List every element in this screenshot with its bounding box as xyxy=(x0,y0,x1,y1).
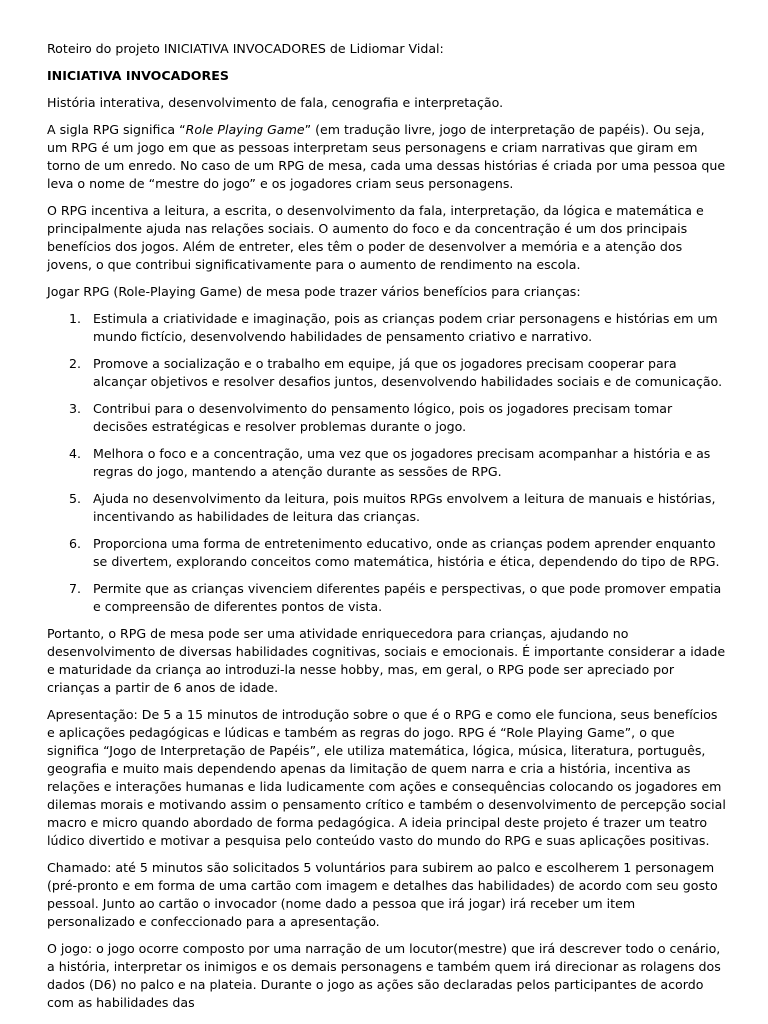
paragraph-rpg-definition xyxy=(47,121,727,193)
list-text: Melhora o foco e a concentração, uma vez que os jogadores precisam acompanhar a história e as regras do jogo, mantendo a atenção durante as sessões de RPG. xyxy=(93,446,711,479)
list-item xyxy=(47,400,727,436)
rpg-definition-emphasis: Role Playing Game xyxy=(185,122,305,137)
list-item xyxy=(47,490,727,526)
list-text: Contribui para o desenvolvimento do pensamento lógico, pois os jogadores precisam tomar decisões estratégicas e resolver problemas durante o jogo. xyxy=(93,401,673,434)
list-text: Proporciona uma forma de entretenimento educativo, onde as crianças podem aprender enquanto se divertem, explorando conceitos como matemática, história e ética, dependendo do tipo de RPG. xyxy=(93,536,720,569)
list-number: 7. xyxy=(69,581,82,596)
document-title: INICIATIVA INVOCADORES xyxy=(47,68,229,83)
header-line: Roteiro do projeto INICIATIVA INVOCADORES de Lidiomar Vidal: xyxy=(47,41,444,56)
list-text: Permite que as crianças vivenciem diferentes papéis e perspectivas, o que pode promover empatia e compreensão de diferentes pontos de vista. xyxy=(93,581,722,614)
document-body xyxy=(47,40,727,1021)
rpg-definition-post: ” (em tradução livre, jogo de interpretação de papéis). Ou seja, um RPG é um jogo em que as pessoas interpretam seus personagens e criam narrativas que giram em torno de um enredo. No caso de um RPG de mesa, cada uma dessas histórias é criada por uma pessoa que leva o nome de “mestre do jogo” e os jogadores criam seus personagens. xyxy=(47,122,726,191)
list-number: 6. xyxy=(69,536,82,551)
list-text: Ajuda no desenvolvimento da leitura, pois muitos RPGs envolvem a leitura de manuais e histórias, incentivando as habilidades de leitura das crianças. xyxy=(93,491,716,524)
list-item xyxy=(47,580,727,616)
list-number: 1. xyxy=(69,311,82,326)
rpg-definition-pre: A sigla RPG significa “ xyxy=(47,122,186,137)
list-number: 5. xyxy=(69,491,82,506)
list-number: 2. xyxy=(69,356,82,371)
list-text: Promove a socialização e o trabalho em equipe, já que os jogadores precisam cooperar para alcançar objetivos e resolver desafios juntos, desenvolvendo habilidades sociais e de comunicação. xyxy=(93,356,723,389)
list-number: 4. xyxy=(69,446,82,461)
list-item xyxy=(47,310,727,346)
paragraph-game: O jogo: o jogo ocorre composto por uma narração de um locutor(mestre) que irá descrever todo o cenário, a história, interpretar os inimigos e os demais personagens e também quem irá direcionar as rolagens dos dados (D6) no palco e na plateia. Durante o jogo as ações são declaradas pelos participantes de acordo com as habilidades das xyxy=(47,941,721,1010)
paragraph-conclusion: Portanto, o RPG de mesa pode ser uma atividade enriquecedora para crianças, ajudando no desenvolvimento de diversas habilidades cognitivas, sociais e emocionais. É importante considerar a idade e maturidade da criança ao introduzi-la nesse hobby, mas, em geral, o RPG pode ser apreciado por crianças a partir de 6 anos de idade. xyxy=(47,626,726,695)
list-text: Estimula a criatividade e imaginação, pois as crianças podem criar personagens e histórias em um mundo fictício, desenvolvendo habilidades de pensamento criativo e narrativo. xyxy=(93,311,718,344)
paragraph-rpg-incentives: O RPG incentiva a leitura, a escrita, o desenvolvimento da fala, interpretação, da lógica e matemática e principalmente ajuda nas relações sociais. O aumento do foco e da concentração é um dos principais benefícios dos jogos. Além de entreter, eles têm o poder de desenvolver a memória e a atenção dos jovens, o que contribui significativamente para o aumento de rendimento na escola. xyxy=(47,203,704,272)
paragraph-benefits-intro: Jogar RPG (Role-Playing Game) de mesa pode trazer vários benefícios para crianças: xyxy=(47,284,581,299)
list-item xyxy=(47,445,727,481)
document-subtitle: História interativa, desenvolvimento de fala, cenografia e interpretação. xyxy=(47,95,504,110)
list-item xyxy=(47,355,727,391)
paragraph-presentation: Apresentação: De 5 a 15 minutos de introdução sobre o que é o RPG e como ele funciona, seus benefícios e aplicações pedagógicas e lúdicas e também as regras do jogo. RPG é “Role Playing Game”, o que significa “Jogo de Interpretação de Papéis”, ele utiliza matemática, lógica, música, literatura, português, geografia e muito mais dependendo apenas da limitação de quem narra e cria a história, incentiva as relações e interações humanas e lida ludicamente com ações e consequências colocando os jogadores em dilemas morais e motivando assim o pensamento crítico e também o desenvolvimento de percepção social macro e micro quando abordado de forma pedagógica. A ideia principal deste projeto é trazer um teatro lúdico divertido e motivar a pesquisa pelo conteúdo vasto do mundo do RPG e suas aplicações positivas. xyxy=(47,707,726,848)
benefits-list xyxy=(47,310,727,616)
paragraph-call: Chamado: até 5 minutos são solicitados 5 voluntários para subirem ao palco e escolherem 1 personagem (pré-pronto e em forma de uma cartão com imagem e detalhes das habilidades) de acordo com seu gosto pessoal. Junto ao cartão o invocador (nome dado a pessoa que irá jogar) irá receber um item personalizado e confeccionado para a apresentação. xyxy=(47,860,718,929)
list-number: 3. xyxy=(69,401,82,416)
list-item xyxy=(47,535,727,571)
